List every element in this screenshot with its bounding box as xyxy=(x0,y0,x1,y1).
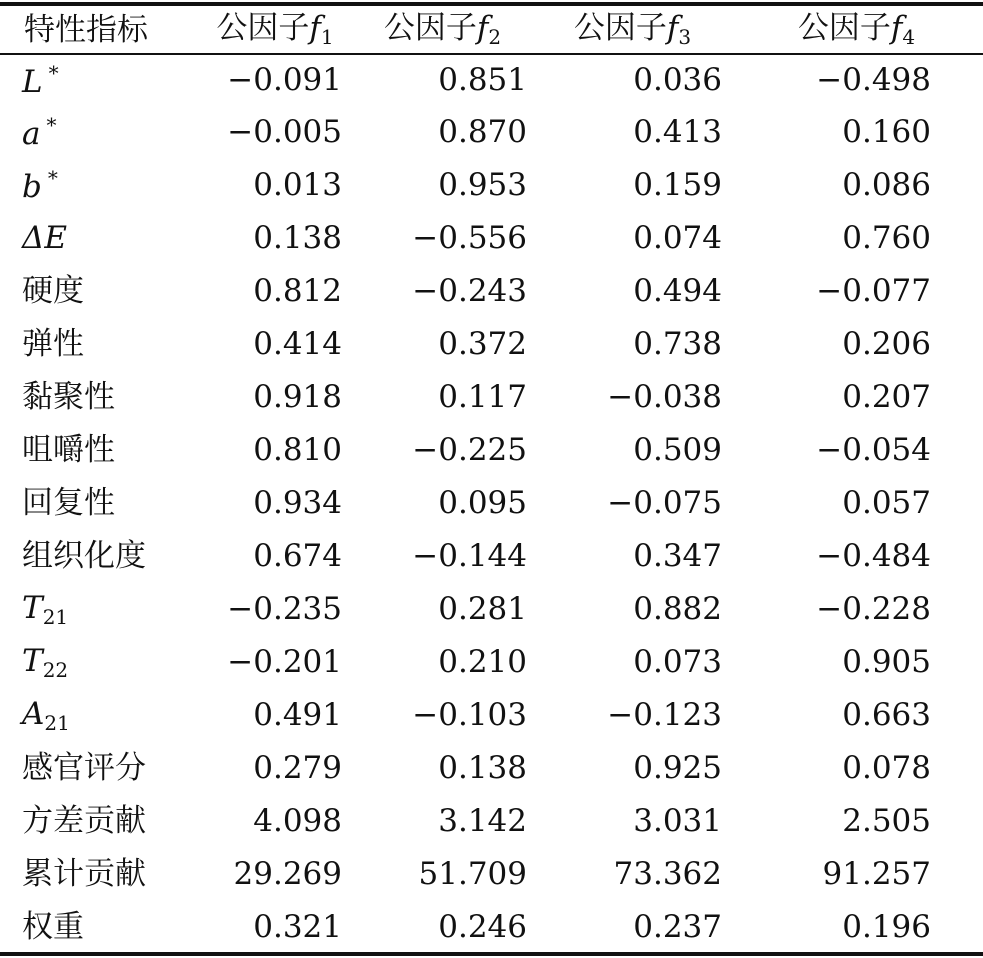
header-factor-prefix: 公因子 xyxy=(216,10,310,46)
cell-f4: −0.498 xyxy=(816,61,931,98)
header-factor-3 xyxy=(535,6,730,54)
row-label-sup: * xyxy=(47,166,58,190)
row-label-sub: 22 xyxy=(42,657,69,682)
cell-f2: −0.556 xyxy=(412,220,527,256)
table-row xyxy=(0,371,983,424)
row-label xyxy=(0,636,200,689)
table-row xyxy=(0,901,983,954)
cell-f3: 73.362 xyxy=(613,856,722,892)
row-label-sup: * xyxy=(46,113,57,137)
header-factor-4 xyxy=(730,6,983,54)
cell-f3: 3.031 xyxy=(633,803,722,839)
table-row xyxy=(0,106,983,159)
row-label: 方差贡献 xyxy=(22,803,146,839)
cell-f1: 0.414 xyxy=(253,326,342,362)
cell-f3: 0.882 xyxy=(633,591,722,627)
cell-f2: 0.138 xyxy=(438,750,527,786)
row-label xyxy=(0,159,200,212)
cell-f3: 0.738 xyxy=(633,326,722,362)
table-row xyxy=(0,54,983,106)
cell-f2: −0.103 xyxy=(412,697,527,733)
cell-f4: −0.054 xyxy=(816,432,931,468)
header-row xyxy=(0,6,983,54)
cell-f4: 0.196 xyxy=(842,909,931,945)
cell-f1: −0.005 xyxy=(227,114,342,150)
row-label-sub: 21 xyxy=(44,710,70,735)
cell-f3: −0.075 xyxy=(607,485,722,521)
row-label-symbol: A xyxy=(22,695,45,732)
cell-f2: 0.117 xyxy=(438,379,527,415)
cell-f4: 0.207 xyxy=(842,379,931,415)
cell-f2: 0.851 xyxy=(438,61,527,98)
row-label: 累计贡献 xyxy=(22,856,146,892)
cell-f4: 0.905 xyxy=(842,644,931,680)
table-row xyxy=(0,530,983,583)
cell-f3: 0.073 xyxy=(633,644,722,680)
table-row xyxy=(0,212,983,265)
cell-f2: 3.142 xyxy=(438,803,527,839)
cell-f4: 2.505 xyxy=(842,803,931,839)
cell-f1: 0.321 xyxy=(253,909,342,945)
cell-f1: 0.812 xyxy=(253,273,342,309)
header-factor-sub: 2 xyxy=(488,25,502,49)
row-label xyxy=(0,54,200,106)
header-factor-symbol: f xyxy=(309,10,321,46)
row-label: 咀嚼性 xyxy=(22,432,115,468)
cell-f2: 0.281 xyxy=(438,591,527,627)
table-row xyxy=(0,848,983,901)
header-factor-2 xyxy=(350,6,535,54)
cell-f2: 0.210 xyxy=(438,644,527,680)
cell-f2: −0.225 xyxy=(412,432,527,468)
row-label-symbol: a xyxy=(22,116,41,152)
row-label: 感官评分 xyxy=(22,750,146,786)
cell-f1: 0.810 xyxy=(253,432,342,468)
header-factor-symbol: f xyxy=(476,10,489,46)
header-factor-symbol: f xyxy=(890,10,903,46)
table-row xyxy=(0,265,983,318)
table-row xyxy=(0,636,983,689)
cell-f1: 0.013 xyxy=(253,167,342,203)
table-row xyxy=(0,583,983,636)
cell-f3: 0.347 xyxy=(633,538,722,574)
row-label-symbol: ΔE xyxy=(22,220,68,256)
factor-loading-table xyxy=(0,6,983,954)
row-label: 权重 xyxy=(22,909,84,945)
cell-f1: −0.091 xyxy=(227,61,342,98)
cell-f1: −0.201 xyxy=(227,644,342,680)
cell-f1: 0.138 xyxy=(253,220,342,256)
table-row xyxy=(0,318,983,371)
cell-f4: 0.760 xyxy=(842,220,931,256)
cell-f4: −0.228 xyxy=(816,591,931,627)
row-label-symbol: T xyxy=(22,589,43,626)
header-factor-1 xyxy=(200,6,350,54)
row-label xyxy=(0,106,200,159)
cell-f1: 4.098 xyxy=(253,803,342,839)
cell-f2: 0.953 xyxy=(438,167,527,203)
header-factor-sub: 3 xyxy=(678,25,692,49)
cell-f3: 0.494 xyxy=(633,273,722,309)
cell-f4: 0.057 xyxy=(842,485,931,521)
cell-f3: 0.925 xyxy=(633,750,722,786)
header-indicator: 特性指标 xyxy=(24,11,148,48)
row-label xyxy=(0,212,200,265)
table-row xyxy=(0,477,983,530)
header-factor-prefix: 公因子 xyxy=(383,10,477,46)
header-factor-prefix: 公因子 xyxy=(573,10,667,46)
row-label-symbol: L xyxy=(22,63,43,100)
cell-f3: −0.123 xyxy=(607,697,722,733)
cell-f4: −0.484 xyxy=(816,538,931,574)
cell-f2: 0.372 xyxy=(438,326,527,362)
table-row xyxy=(0,689,983,742)
cell-f3: 0.413 xyxy=(633,114,722,150)
cell-f3: 0.159 xyxy=(633,167,722,203)
cell-f1: −0.235 xyxy=(227,591,342,627)
row-label-symbol: T xyxy=(22,642,43,679)
cell-f3: −0.038 xyxy=(607,379,722,415)
cell-f2: −0.144 xyxy=(412,538,527,574)
cell-f4: −0.077 xyxy=(816,273,931,309)
table-row xyxy=(0,795,983,848)
cell-f4: 0.078 xyxy=(842,750,931,786)
cell-f2: −0.243 xyxy=(412,273,527,309)
cell-f1: 0.674 xyxy=(253,538,342,574)
cell-f2: 0.246 xyxy=(438,909,527,945)
cell-f1: 0.918 xyxy=(253,379,342,415)
cell-f1: 29.269 xyxy=(233,856,342,892)
cell-f3: 0.036 xyxy=(633,61,722,98)
table-row xyxy=(0,424,983,477)
row-label xyxy=(0,689,200,742)
header-factor-sub: 1 xyxy=(320,25,334,49)
cell-f4: 91.257 xyxy=(822,856,931,892)
cell-f4: 0.206 xyxy=(842,326,931,362)
row-label: 回复性 xyxy=(22,485,115,521)
cell-f3: 0.237 xyxy=(633,909,722,945)
cell-f2: 51.709 xyxy=(418,856,527,892)
row-label: 弹性 xyxy=(22,326,84,362)
header-factor-sub: 4 xyxy=(902,25,916,49)
table-row xyxy=(0,159,983,212)
row-label xyxy=(0,583,200,636)
row-label: 黏聚性 xyxy=(22,379,115,415)
cell-f3: 0.074 xyxy=(633,220,722,256)
header-factor-symbol: f xyxy=(666,10,679,46)
cell-f4: 0.160 xyxy=(842,114,931,150)
cell-f4: 0.086 xyxy=(842,167,931,203)
row-label: 组织化度 xyxy=(22,538,146,574)
cell-f3: 0.509 xyxy=(633,432,722,468)
row-label-sub: 21 xyxy=(42,604,69,629)
row-label-symbol: b xyxy=(22,169,42,205)
cell-f2: 0.095 xyxy=(438,485,527,521)
header-factor-prefix: 公因子 xyxy=(797,10,891,46)
cell-f1: 0.279 xyxy=(253,750,342,786)
cell-f1: 0.491 xyxy=(253,697,342,733)
cell-f2: 0.870 xyxy=(438,114,527,150)
cell-f1: 0.934 xyxy=(253,485,342,521)
table-row xyxy=(0,742,983,795)
cell-f4: 0.663 xyxy=(842,697,931,733)
row-label-sup: * xyxy=(48,60,59,85)
row-label: 硬度 xyxy=(22,273,84,309)
